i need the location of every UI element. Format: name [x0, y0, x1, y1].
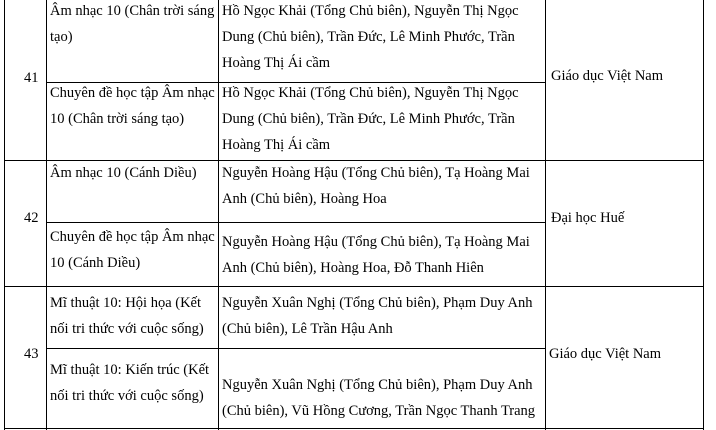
book-title-line: tạo)	[50, 29, 73, 45]
table-border-right	[703, 0, 704, 430]
row-number: 42	[24, 210, 39, 226]
authors-line: Dung (Chủ biên), Trần Đức, Lê Minh Phước, Trần	[222, 111, 515, 127]
authors-line: Nguyễn Hoàng Hậu (Tổng Chủ biên), Tạ Hoàng Mai	[222, 234, 530, 250]
authors-line: Hồ Ngọc Khải (Tổng Chủ biên), Nguyễn Thị Ngọc	[222, 3, 519, 19]
authors-line: Hoàng Thị Ái cầm	[222, 137, 331, 153]
book-title	[50, 0, 214, 50]
column-divider-3	[545, 0, 546, 430]
authors-line: Anh (Chủ biên), Hoàng Hoa	[222, 191, 387, 207]
publisher: Giáo dục Việt Nam	[549, 346, 662, 362]
book-title-line: Mĩ thuật 10: Hội họa (Kết	[50, 295, 202, 311]
book-authors	[222, 0, 519, 76]
book-title	[50, 224, 215, 276]
book-title	[50, 80, 215, 132]
authors-line: Dung (Chủ biên), Trần Đức, Lê Minh Phước, Trần	[222, 29, 515, 45]
row-divider-42-43	[4, 286, 704, 287]
book-authors	[222, 290, 533, 342]
row-number: 41	[24, 70, 39, 86]
publisher: Giáo dục Việt Nam	[551, 68, 664, 84]
column-divider-2	[218, 0, 219, 430]
authors-line: Hoàng Thị Ái cầm	[222, 55, 331, 71]
book-title-line: Chuyên đề học tập Âm nhạc	[50, 229, 215, 245]
authors-line: (Chủ biên), Vũ Hồng Cương, Trần Ngọc Thanh Trang	[222, 403, 536, 419]
book-authors	[222, 80, 519, 158]
book-title-line: Mĩ thuật 10: Kiến trúc (Kết	[50, 362, 210, 378]
book-title-line: Âm nhạc 10 (Cánh Diều)	[50, 165, 197, 181]
book-title	[50, 290, 204, 342]
book-authors	[222, 160, 530, 212]
row-number: 43	[24, 346, 39, 362]
book-title-line: Âm nhạc 10 (Chân trời sáng	[50, 3, 215, 19]
book-title-line: nối tri thức với cuộc sống)	[50, 388, 204, 404]
book-title-line: nối tri thức với cuộc sống)	[50, 321, 204, 337]
authors-line: Anh (Chủ biên), Hoàng Hoa, Đỗ Thanh Hiên	[222, 260, 484, 276]
table-border-bottom	[4, 428, 704, 429]
authors-line: Nguyễn Xuân Nghị (Tổng Chủ biên), Phạm Duy Anh	[222, 377, 533, 393]
column-divider-1	[46, 0, 47, 430]
book-authors	[222, 229, 530, 281]
inner-divider-row-42	[46, 222, 546, 223]
book-title-line: Chuyên đề học tập Âm nhạc	[50, 85, 215, 101]
book-title	[50, 160, 197, 186]
book-title-line: 10 (Cánh Diều)	[50, 255, 141, 271]
authors-line: (Chủ biên), Lê Trần Hậu Anh	[222, 321, 393, 337]
book-title	[50, 357, 209, 409]
book-title-line: 10 (Chân trời sáng tạo)	[50, 111, 185, 127]
table-border-left	[4, 0, 5, 430]
authors-line: Nguyễn Xuân Nghị (Tổng Chủ biên), Phạm Duy Anh	[222, 295, 533, 311]
inner-divider-row-43	[46, 348, 546, 349]
authors-line: Hồ Ngọc Khải (Tổng Chủ biên), Nguyễn Thị Ngọc	[222, 85, 519, 101]
book-authors	[222, 372, 535, 424]
authors-line: Nguyễn Hoàng Hậu (Tổng Chủ biên), Tạ Hoàng Mai	[222, 165, 530, 181]
publisher: Đại học Huế	[551, 210, 625, 226]
